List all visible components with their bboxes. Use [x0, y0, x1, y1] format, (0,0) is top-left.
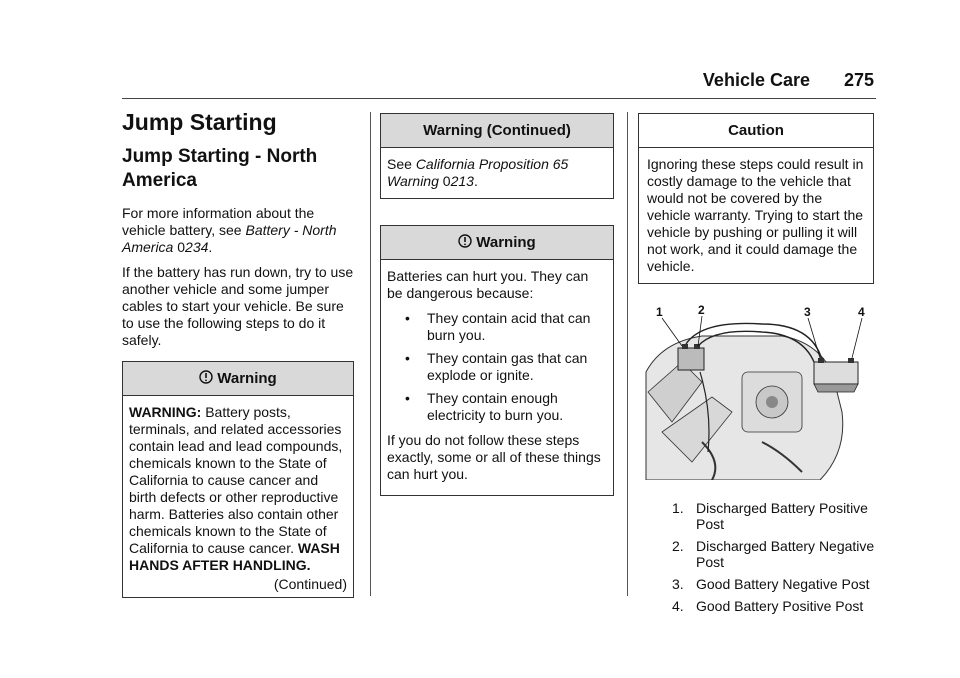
warning-header: Warning: [381, 226, 613, 260]
section-title: Vehicle Care: [702, 70, 810, 90]
column-2: [380, 113, 614, 496]
page-ref[interactable]: 213: [450, 173, 474, 189]
warning-header: Warning: [123, 362, 353, 396]
header-rule: [122, 98, 876, 99]
warning-icon: [199, 370, 213, 384]
warning-box-1: [122, 361, 354, 598]
jump-paragraph: If the battery has run down, try to use another vehicle and some jumper cables to start your vehicle. Be sure to use the following steps to do it safely.: [122, 264, 354, 348]
warning-outro: If you do not follow these steps exactly, some or all of these things can hurt you.: [387, 432, 601, 482]
page-ref[interactable]: 234: [185, 239, 209, 255]
battery-link[interactable]: Battery - North America: [122, 222, 337, 255]
warning-continued-header: Warning (Continued): [381, 114, 613, 148]
warning-body: WARNING: Battery posts, terminals, and related accessories contain lead and lead compounds, chemicals known to the State of California to cause cancer and birth defects or other reproductive harm. Batteries also contain other chemicals known to the State of California to cause cancer. WASH HANDS AFTER HANDLING. (Continued): [129, 404, 347, 592]
column-divider-2: [627, 112, 628, 596]
caution-header: Caution: [639, 114, 873, 148]
continued-label: (Continued): [273, 576, 347, 592]
list-item: • They contain acid that can burn you.: [405, 310, 591, 343]
column-3: [638, 113, 874, 284]
list-item: 1. Discharged Battery Positive Post: [672, 500, 868, 532]
warning-continued-box: [380, 113, 614, 199]
list-item: 2. Discharged Battery Negative Post: [672, 538, 875, 570]
figure-label-2: 2: [698, 303, 705, 317]
prop65-link[interactable]: California Proposition 65 Warning: [387, 156, 569, 189]
jump-start-illustration: [642, 302, 874, 480]
column-1: [122, 108, 354, 598]
section-heading: Jump Starting - North America: [122, 146, 318, 191]
figure-label-3: 3: [804, 305, 811, 319]
list-item: 3. Good Battery Negative Post: [672, 576, 870, 592]
warning-body: [381, 260, 613, 495]
column-divider-1: [370, 112, 371, 596]
list-item: 4. Good Battery Positive Post: [672, 598, 864, 614]
caution-body: Ignoring these steps could result in costly damage to the vehicle that would not be covered by the vehicle warranty. Trying to start the vehicle by pushing or pulling it will not work, and it could damage the vehicle.: [647, 156, 864, 274]
warning-icon: [458, 234, 472, 248]
caution-box: [638, 113, 874, 284]
page-header: [0, 70, 960, 100]
chapter-heading: Jump Starting: [122, 109, 277, 135]
figure-label-1: 1: [656, 305, 663, 319]
page-ref-icon: 0: [442, 173, 451, 189]
hazard-list: [387, 310, 607, 424]
figure-legend: [660, 500, 880, 620]
warning-intro: Batteries can hurt you. They can be dangerous because:: [387, 268, 589, 301]
figure-label-4: 4: [858, 305, 865, 319]
intro-paragraph: For more information about the vehicle battery, see Battery - North America 0234.: [122, 205, 337, 255]
page-ref-icon: 0: [177, 239, 186, 255]
page-number: 275: [843, 70, 874, 90]
list-item: • They contain gas that can explode or ignite.: [405, 350, 588, 383]
warning-box-2: [380, 225, 614, 496]
warning-continued-body: See California Proposition 65 Warning 0213.: [387, 156, 569, 189]
list-item: • They contain enough electricity to burn you.: [405, 390, 564, 423]
